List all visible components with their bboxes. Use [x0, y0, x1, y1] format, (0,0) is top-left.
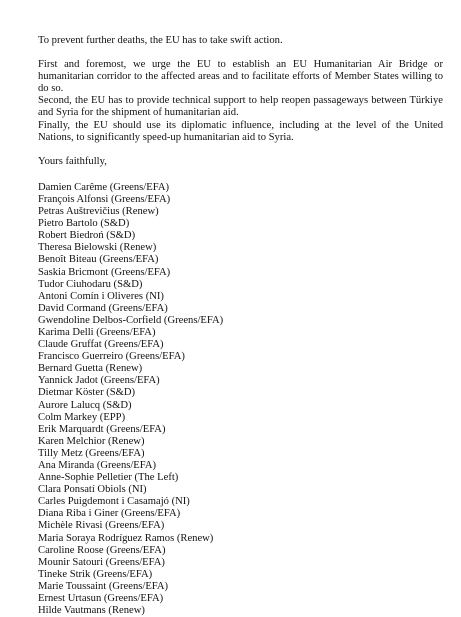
signatory-name: Maria Soraya Rodríguez Ramos (Renew)	[38, 532, 214, 544]
signatory-name: Erik Marquardt (Greens/EFA)	[38, 423, 166, 435]
signatory-name: Ernest Urtasun (Greens/EFA)	[38, 593, 164, 605]
signatory-name: Saskia Bricmont (Greens/EFA)	[38, 266, 171, 278]
signatory-name: Caroline Roose (Greens/EFA)	[38, 544, 166, 556]
signatory-name: François Alfonsi (Greens/EFA)	[38, 193, 171, 205]
signatory-name: Robert Biedroń (S&D)	[38, 230, 136, 242]
signatory-name: Claude Gruffat (Greens/EFA)	[38, 339, 164, 351]
signatory-name: Karen Melchior (Renew)	[38, 435, 145, 447]
signatory-name: Damien Carême (Greens/EFA)	[38, 181, 169, 193]
signatory-name: Dietmar Köster (S&D)	[38, 387, 136, 399]
signatory-name: Francisco Guerreiro (Greens/EFA)	[38, 351, 185, 363]
signatory-name: Karima Delli (Greens/EFA)	[38, 326, 156, 338]
signatory-name: Gwendoline Delbos-Corfield (Greens/EFA)	[38, 314, 224, 326]
second-demand-paragraph: Second, the EU has to provide technical support to help reopen passageways between Türkiye and Syria for the shipment of humanitarian aid.	[38, 95, 443, 119]
signatory-name: Benoît Biteau (Greens/EFA)	[38, 254, 159, 266]
signatory-name: Carles Puigdemont i Casamajó (NI)	[38, 496, 190, 508]
signatory-name: Petras Auštrevičius (Renew)	[38, 206, 159, 218]
paragraph-spacer	[38, 47, 443, 59]
signatory-name: Ana Miranda (Greens/EFA)	[38, 460, 157, 471]
signatory-name: Yannick Jadot (Greens/EFA)	[38, 375, 160, 387]
signatory-name: Anne-Sophie Pelletier (The Left)	[38, 472, 179, 484]
signatory-name: Hilde Vautmans (Renew)	[38, 605, 145, 617]
signatory-name: Bernard Guetta (Renew)	[38, 363, 143, 375]
signatory-name: Antoni Comín i Oliveres (NI)	[38, 290, 164, 302]
intro-paragraph: To prevent further deaths, the EU has to take swift action.	[38, 35, 283, 46]
signatory-name: Tineke Strik (Greens/EFA)	[38, 568, 153, 580]
signatory-name: Colm Markey (EPP)	[38, 411, 126, 423]
signatory-name: Tudor Ciuhodaru (S&D)	[38, 278, 143, 290]
signatory-list	[38, 182, 443, 617]
signatory-name: Mounir Satouri (Greens/EFA)	[38, 556, 165, 568]
signatory-name: Marie Toussaint (Greens/EFA)	[38, 580, 169, 592]
final-demand-paragraph: Finally, the EU should use its diplomatic influence, including at the level of the United Nations, to significantly speed-up humanitarian aid to Syria.	[38, 119, 443, 143]
closing-salutation: Yours faithfully,	[38, 155, 107, 167]
signatory-name: Diana Riba i Giner (Greens/EFA)	[38, 508, 181, 520]
signatory-name: David Cormand (Greens/EFA)	[38, 302, 168, 314]
first-demand-paragraph: First and foremost, we urge the EU to establish an EU Humanitarian Air Bridge or humanitarian corridor to the affected areas and to facilitate efforts of Member States willing to do so.	[38, 59, 443, 95]
signatory-name: Michèle Rivasi (Greens/EFA)	[38, 520, 165, 532]
signatory-name: Clara Ponsatí Obiols (NI)	[38, 484, 147, 496]
signatory-name: Aurore Lalucq (S&D)	[38, 399, 132, 411]
letter-page	[38, 35, 443, 617]
signatory-name: Pietro Bartolo (S&D)	[38, 218, 130, 230]
signatory-name: Tilly Metz (Greens/EFA)	[38, 447, 145, 459]
signatory-name: Theresa Bielowski (Renew)	[38, 242, 157, 254]
paragraph-spacer	[38, 168, 443, 182]
paragraph-spacer	[38, 144, 443, 156]
